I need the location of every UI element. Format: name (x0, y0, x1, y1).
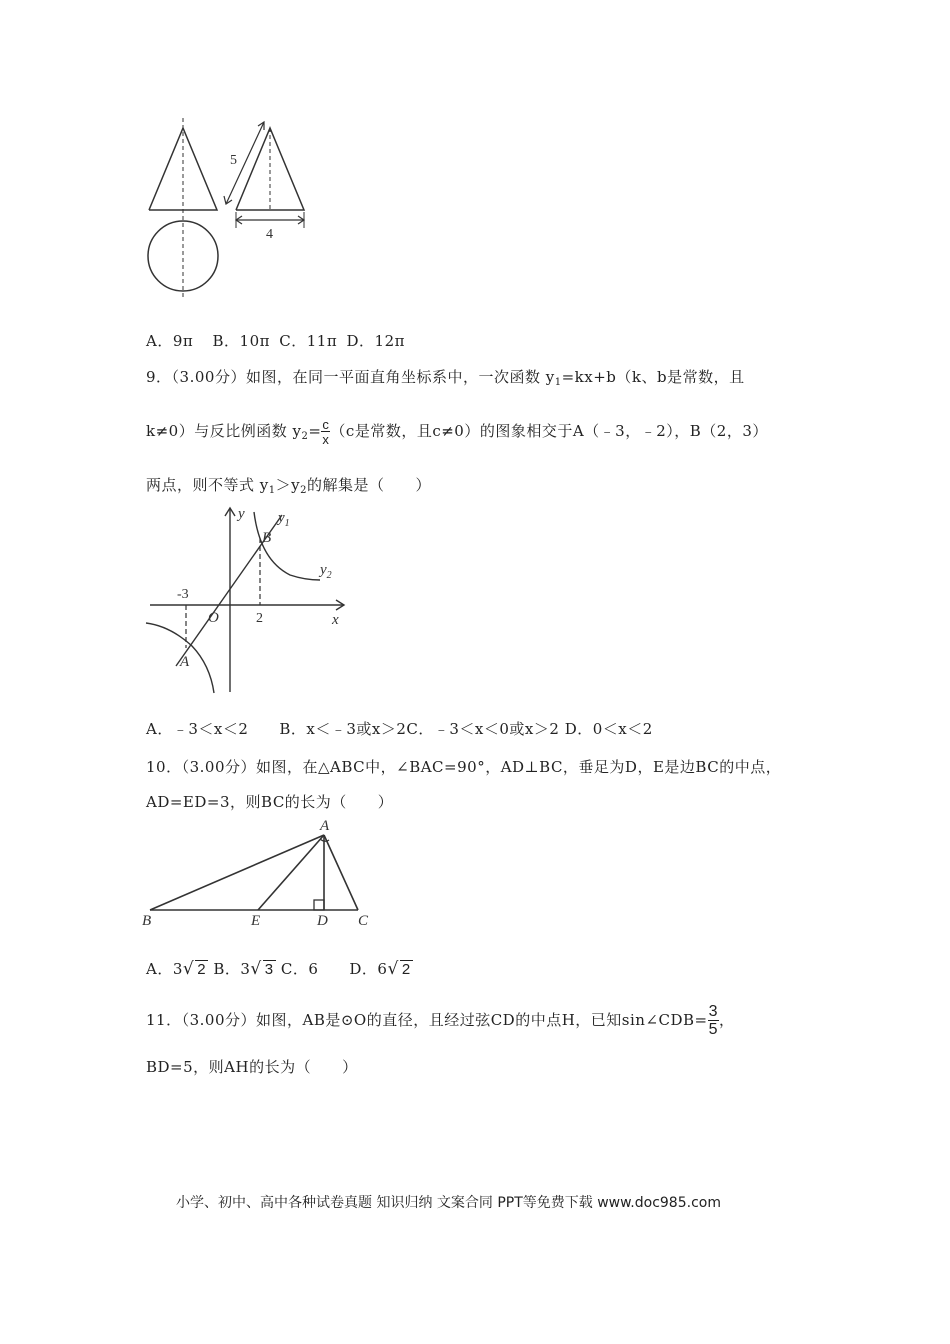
q10-options (146, 958, 413, 979)
q10-option-d-radicand: 2 (401, 961, 411, 978)
q9-ineq-y2-sub: 2 (300, 485, 308, 496)
q8-option-d[interactable]: D．12π (346, 332, 405, 350)
label-b: B (142, 913, 152, 929)
label-point-b: B (262, 530, 272, 546)
q10-option-b-radicand: 3 (264, 961, 274, 978)
sqrt-icon: √ (387, 959, 399, 979)
q9-ineq-gt: ＞ (275, 476, 292, 494)
label-curve-y1: $y_1$ (278, 510, 290, 529)
sqrt-icon: √ (250, 959, 262, 979)
q10-option-c-d[interactable]: C．6 D．6 (275, 960, 388, 978)
q9-graph (140, 500, 360, 700)
label-curve-y2: $y_2$ (320, 562, 332, 581)
tick-neg3: -3 (177, 587, 189, 602)
base-label: 4 (266, 227, 273, 242)
q9-frac-den: x (322, 432, 330, 447)
q9-text-3-tail: 的解集是（ ） (307, 476, 432, 494)
label-c: C (358, 913, 369, 929)
page-footer: 小学、初中、高中各种试卷真题 知识归纳 文案合同 PPT等免费下载 www.doc985.com (176, 1195, 721, 1211)
q9-ineq-y1-sub: 1 (268, 485, 276, 496)
q9-line-2 (146, 418, 768, 446)
q9-y1-sub: 1 (554, 377, 562, 388)
tick-2: 2 (256, 611, 263, 626)
q9-line-3 (146, 474, 431, 496)
q10-option-a[interactable]: A．3 (146, 960, 183, 978)
label-y-axis: y (238, 506, 245, 522)
q9-text-2-head: k≠0）与反比例函数 (146, 422, 293, 440)
label-x-axis: x (332, 612, 339, 628)
q10-option-a-radicand: 2 (197, 961, 207, 978)
q9-score: （3.00分） (171, 368, 246, 386)
q9-y1: y (545, 368, 555, 386)
q9-text-1-tail: =kx+b（k、b是常数，且 (561, 368, 745, 386)
q8-options (146, 330, 405, 351)
label-origin: O (208, 610, 219, 626)
q11-line-2: BD=5，则AH的长为（ ） (146, 1058, 358, 1076)
q11-text-tail: ， (719, 1011, 735, 1029)
segment-ae (258, 835, 324, 910)
label-d: D (317, 913, 328, 929)
segment-ab (150, 835, 324, 910)
q11-frac-num: 3 (708, 1003, 719, 1020)
q9-eq: = (308, 422, 322, 440)
q10-line-1: 10．（3.00分）如图，在△ABC中，∠BAC=90°，AD⊥BC，垂足为D，E是边BC的中点， (146, 758, 782, 776)
q9-y2: y (292, 422, 302, 440)
q11-line-1 (146, 1004, 735, 1038)
label-e: E (251, 913, 261, 929)
q9-text-2-tail: （c是常数，且c≠0）的图象相交于A（﹣3，﹣2），B（2，3） (330, 422, 768, 440)
q9-y2-sub: 2 (301, 431, 309, 442)
segment-ac (324, 835, 358, 910)
label-point-a: A (180, 654, 190, 670)
side-view-triangle (236, 128, 304, 210)
sqrt-icon: √ (182, 959, 195, 979)
label-a: A (320, 818, 330, 834)
q9-number: 9． (146, 368, 172, 386)
q9-options[interactable]: A．﹣3＜x＜2 B．x＜﹣3或x＞2C．﹣3＜x＜0或x＞2 D．0＜x＜2 (146, 720, 653, 738)
q8-option-b[interactable]: B．10π (212, 332, 270, 350)
q11-frac-den: 5 (708, 1021, 719, 1038)
slant-label: 5 (230, 153, 237, 168)
q8-cone-figure (140, 110, 320, 300)
q9-text-3-head: 两点，则不等式 (146, 476, 260, 494)
q10-line-2: AD=ED=3，则BC的长为（ ） (146, 793, 394, 811)
q8-option-c[interactable]: C．11π (279, 332, 338, 350)
q9-text-1: 如图，在同一平面直角坐标系中，一次函数 (245, 368, 546, 386)
q9-frac-num: c (322, 417, 330, 432)
q11-text-head: 11．（3.00分）如图，AB是⊙O的直径，且经过弦CD的中点H，已知sin∠CDB= (146, 1011, 708, 1029)
q9-line-1 (146, 366, 745, 388)
q9-ineq-y1: y (259, 476, 269, 494)
q10-triangle-figure (138, 815, 378, 930)
q10-option-b[interactable]: B．3 (208, 960, 251, 978)
q9-ineq-y2: y (291, 476, 301, 494)
q8-option-a[interactable]: A．9π (146, 332, 194, 350)
q11-fraction (708, 1004, 719, 1038)
